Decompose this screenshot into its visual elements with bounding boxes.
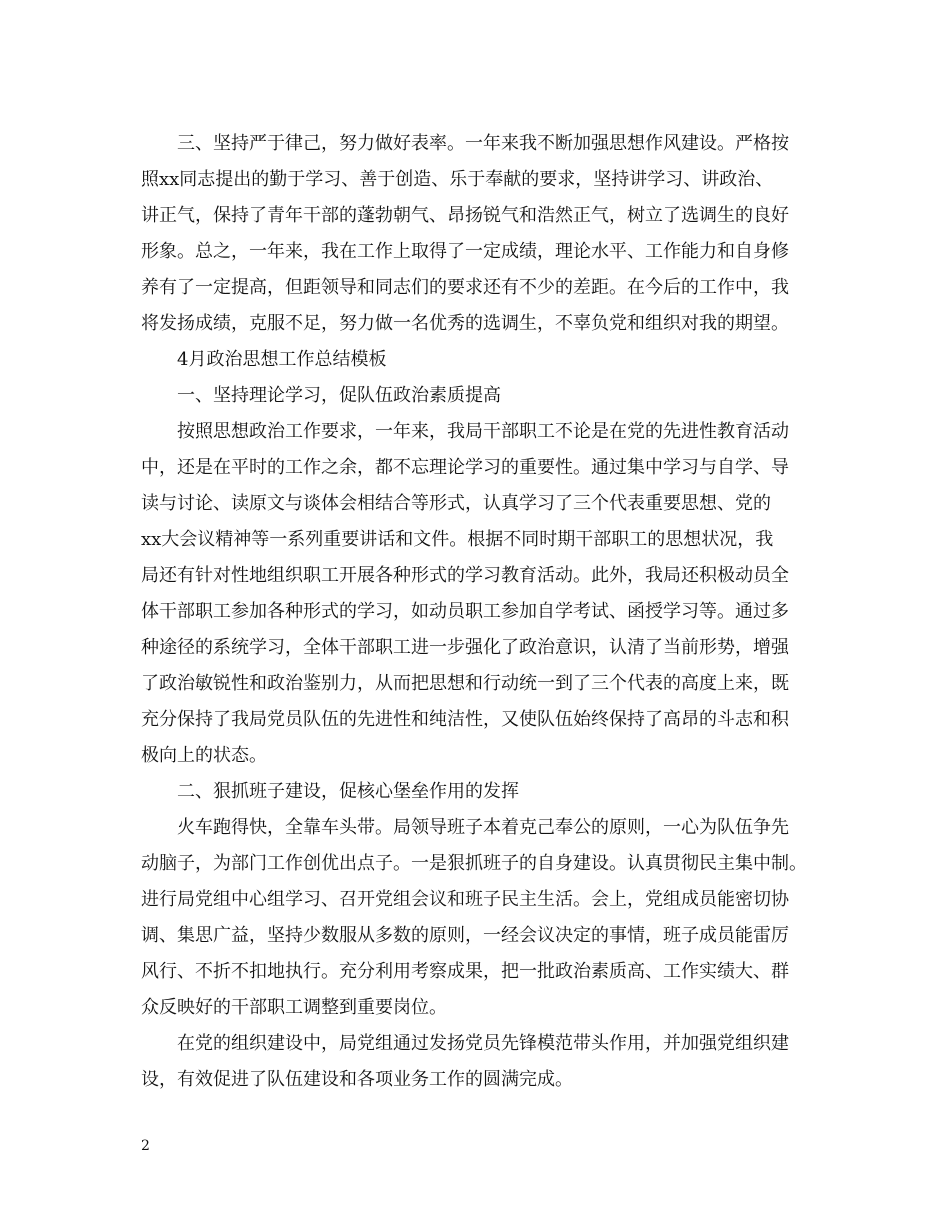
text-line: 在党的组织建设中，局党组通过发扬党员先锋模范带头作用，并加强党组织建: [177, 1033, 789, 1054]
text-line: 讲正气，保持了青年干部的蓬勃朝气、昂扬锐气和浩然正气，树立了选调生的良好: [141, 205, 789, 226]
text-line: xx大会议精神等一系列重要讲话和文件。根据不同时期干部职工的思想状况，我: [141, 529, 774, 550]
text-line: 设，有效促进了队伍建设和各项业务工作的圆满完成。: [141, 1069, 573, 1090]
text-line: 调、集思广益，坚持少数服从多数的原则，一经会议决定的事情，班子成员能雷厉: [141, 925, 789, 946]
text-line: 中，还是在平时的工作之余，都不忘理论学习的重要性。通过集中学习与自学、导: [141, 457, 789, 478]
text-line: 体干部职工参加各种形式的学习，如动员职工参加自学考试、函授学习等。通过多: [141, 601, 789, 622]
text-line: 充分保持了我局党员队伍的先进性和纯洁性，又使队伍始终保持了高昂的斗志和积: [141, 709, 789, 730]
text-line: 照xx同志提出的勤于学习、善于创造、乐于奉献的要求，坚持讲学习、讲政治、: [141, 169, 774, 190]
text-line: 按照思想政治工作要求，一年来，我局干部职工不论是在党的先进性教育活动: [177, 421, 789, 442]
text-line: 风行、不折不扣地执行。充分利用考察成果，把一批政治素质高、工作实绩大、群: [141, 961, 789, 982]
section-heading: 二、狠抓班子建设，促核心堡垒作用的发挥: [177, 781, 519, 802]
text-line: 种途径的系统学习，全体干部职工进一步强化了政治意识，认清了当前形势，增强: [141, 637, 789, 658]
text-line: 局还有针对性地组织职工开展各种形式的学习教育活动。此外，我局还积极动员全: [141, 565, 789, 586]
text-line: 动脑子，为部门工作创优出点子。一是狠抓班子的自身建设。认真贯彻民主集中制。: [141, 853, 807, 874]
section-heading: 4月政治思想工作总结模板: [177, 349, 387, 370]
text-line: 众反映好的干部职工调整到重要岗位。: [141, 997, 447, 1018]
document-body: [141, 126, 816, 1098]
page-number: 2: [141, 1138, 150, 1154]
text-line: 将发扬成绩，克服不足，努力做一名优秀的选调生，不辜负党和组织对我的期望。: [141, 313, 789, 334]
text-line: 养有了一定提高，但距领导和同志们的要求还有不少的差距。在今后的工作中，我: [141, 277, 789, 298]
text-line: 读与讨论、读原文与谈体会相结合等形式，认真学习了三个代表重要思想、党的: [141, 493, 771, 514]
text-line: 极向上的状态。: [141, 745, 267, 766]
text-line: 火车跑得快，全靠车头带。局领导班子本着克己奉公的原则，一心为队伍争先: [177, 817, 789, 838]
section-heading: 一、坚持理论学习，促队伍政治素质提高: [177, 385, 501, 406]
text-line: 形象。总之，一年来，我在工作上取得了一定成绩，理论水平、工作能力和自身修: [141, 241, 789, 262]
text-line: 进行局党组中心组学习、召开党组会议和班子民主生活。会上，党组成员能密切协: [141, 889, 789, 910]
text-line: 了政治敏锐性和政治鉴别力，从而把思想和行动统一到了三个代表的高度上来，既: [141, 673, 789, 694]
text-line: 三、坚持严于律己，努力做好表率。一年来我不断加强思想作风建设。严格按: [177, 133, 789, 154]
